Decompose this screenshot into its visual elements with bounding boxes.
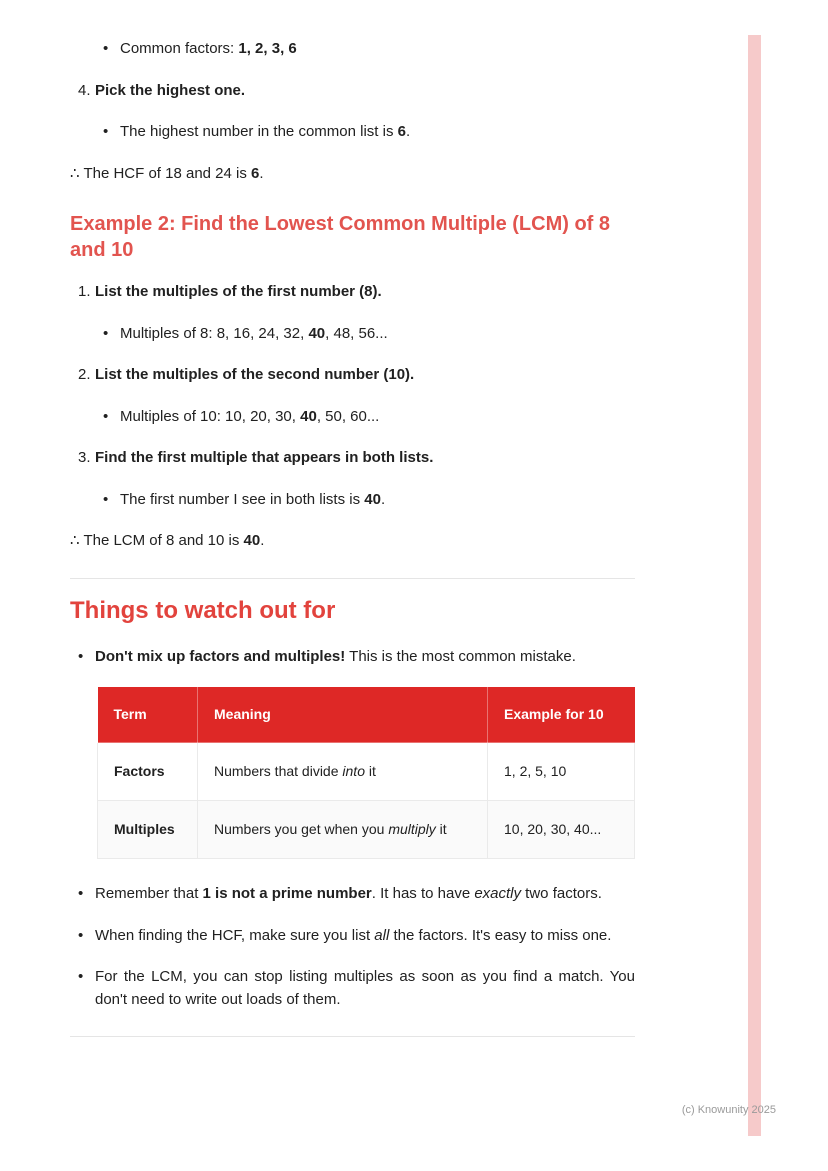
list-item-list-all-factors — [70, 925, 635, 948]
table-header-meaning: Meaning — [198, 687, 488, 743]
text-segment-italic: all — [374, 926, 390, 944]
bullet-icon: • — [103, 490, 109, 508]
list-item-text — [95, 966, 635, 1011]
text-segment: Numbers that divide — [214, 763, 343, 780]
text-segment: it — [435, 821, 447, 838]
list-number: 1. — [78, 283, 91, 300]
text-segment: For the LCM, you can stop listing multiples as soon as you find a match. You don't need to write out loads of them. — [95, 968, 635, 1008]
bullet-icon: • — [78, 968, 84, 986]
text-segment-bold: List the multiples of the first number (8). — [95, 283, 382, 300]
list-item-text — [120, 406, 635, 429]
list-item-text — [120, 323, 635, 346]
text-segment: The highest number in the common list is — [120, 123, 398, 140]
text-segment-bold: 1 is not a prime number — [202, 885, 372, 903]
list-item-step2-detail — [70, 406, 635, 429]
table-header-term: Term — [98, 687, 198, 743]
list-item-text — [95, 883, 635, 906]
text-segment-bold: 40 — [300, 407, 317, 425]
step-title — [95, 364, 635, 387]
text-segment: Common factors: — [120, 40, 239, 57]
table-header-row — [98, 687, 635, 743]
factors-multiples-table — [97, 687, 635, 859]
text-segment: the factors. It's easy to miss one. — [389, 926, 612, 944]
list-item-step4-detail — [70, 121, 635, 144]
step-title — [95, 281, 635, 304]
text-segment-bold: Pick the highest one. — [95, 81, 246, 99]
text-segment-bold: Factors — [114, 763, 165, 780]
table-cell-meaning — [198, 801, 488, 859]
bullet-icon: • — [103, 324, 109, 342]
hcf-conclusion — [70, 163, 635, 186]
list-number: 2. — [78, 366, 91, 383]
example2-heading: Example 2: Find the Lowest Common Multiple (LCM) of 8 and 10 — [70, 213, 611, 261]
list-item-prime-number — [70, 883, 635, 906]
step-title — [95, 447, 635, 470]
list-item-text — [95, 646, 635, 669]
step-title — [95, 80, 635, 103]
text-segment: This is the most common mistake. — [345, 647, 576, 665]
text-segment-bold: 40 — [364, 490, 381, 508]
text-segment: , 48, 56... — [325, 324, 388, 342]
list-item-dont-mix — [70, 646, 635, 669]
text-segment-bold: Find the first multiple that appears in both lists. — [95, 449, 434, 466]
table-cell-example: 1, 2, 5, 10 — [488, 743, 635, 801]
table-cell-term — [98, 743, 198, 801]
bullet-icon: • — [103, 123, 109, 140]
text-segment-bold: Don't mix up factors and multiples! — [95, 647, 346, 665]
footer-credit: (c) Knowunity 2025 — [681, 1104, 776, 1116]
numbered-item-step-4 — [70, 80, 635, 103]
bullet-icon: • — [78, 647, 84, 665]
text-segment: Remember that — [95, 885, 203, 903]
text-segment-bold: List the multiples of the second number (10). — [95, 366, 415, 383]
table-cell-example: 10, 20, 30, 40... — [488, 801, 635, 859]
table-row-factors — [98, 743, 635, 801]
text-segment: ∴ The HCF of 18 and 24 is — [70, 164, 252, 182]
list-item-text — [120, 38, 635, 61]
text-segment: Multiples of 8: 8, 16, 24, 32, — [120, 324, 309, 342]
text-segment-bold: 1, 2, 3, 6 — [238, 40, 297, 57]
text-segment: , 50, 60... — [316, 407, 380, 425]
text-segment: Numbers you get when you — [214, 821, 389, 838]
bottom-divider — [70, 1036, 635, 1037]
list-item-text — [95, 925, 635, 948]
page-edge-stripe — [748, 35, 761, 1136]
bullet-icon: • — [78, 926, 84, 944]
text-segment-italic: exactly — [474, 885, 522, 903]
list-item-step3-detail — [70, 489, 635, 512]
text-segment: The first number I see in both lists is — [120, 490, 365, 508]
document-content — [70, 38, 635, 1037]
numbered-item-step-3 — [70, 447, 635, 470]
text-segment-bold: 40 — [243, 532, 261, 549]
text-segment-bold: 40 — [308, 324, 326, 342]
text-segment: ∴ The LCM of 8 and 10 is — [70, 532, 244, 549]
text-segment-italic: multiply — [388, 821, 436, 838]
text-segment: . — [260, 532, 265, 549]
text-segment: When finding the HCF, make sure you list — [95, 926, 375, 944]
text-segment-bold: Multiples — [114, 821, 175, 838]
text-segment: . It has to have — [371, 885, 475, 903]
bullet-icon: • — [103, 40, 109, 57]
table-cell-meaning — [198, 743, 488, 801]
section-divider — [70, 578, 635, 579]
bullet-icon: • — [103, 407, 109, 425]
table-header-example: Example for 10 — [488, 687, 635, 743]
text-segment: . — [380, 490, 386, 508]
text-segment-italic: into — [342, 763, 365, 780]
list-item-common-factors — [70, 38, 635, 61]
text-segment: two factors. — [521, 885, 602, 903]
list-number: 4. — [78, 81, 91, 99]
lcm-conclusion — [70, 530, 635, 553]
bullet-icon: • — [78, 885, 84, 903]
text-segment: Multiples of 10: 10, 20, 30, — [120, 407, 301, 425]
list-item-text — [120, 489, 635, 512]
text-segment: it — [364, 763, 376, 780]
numbered-item-step-1 — [70, 281, 635, 304]
numbered-item-step-2 — [70, 364, 635, 387]
table-cell-term — [98, 801, 198, 859]
list-item-stop-listing — [70, 966, 635, 1011]
watch-out-heading: Things to watch out for — [70, 596, 336, 624]
table-row-multiples — [98, 801, 635, 859]
text-segment: . — [259, 164, 264, 182]
list-item-text — [120, 121, 635, 144]
list-item-step1-detail — [70, 323, 635, 346]
list-number: 3. — [78, 449, 91, 466]
text-segment-bold: 6 — [251, 164, 260, 182]
text-segment: . — [405, 123, 411, 140]
text-segment-bold: 6 — [397, 123, 406, 140]
